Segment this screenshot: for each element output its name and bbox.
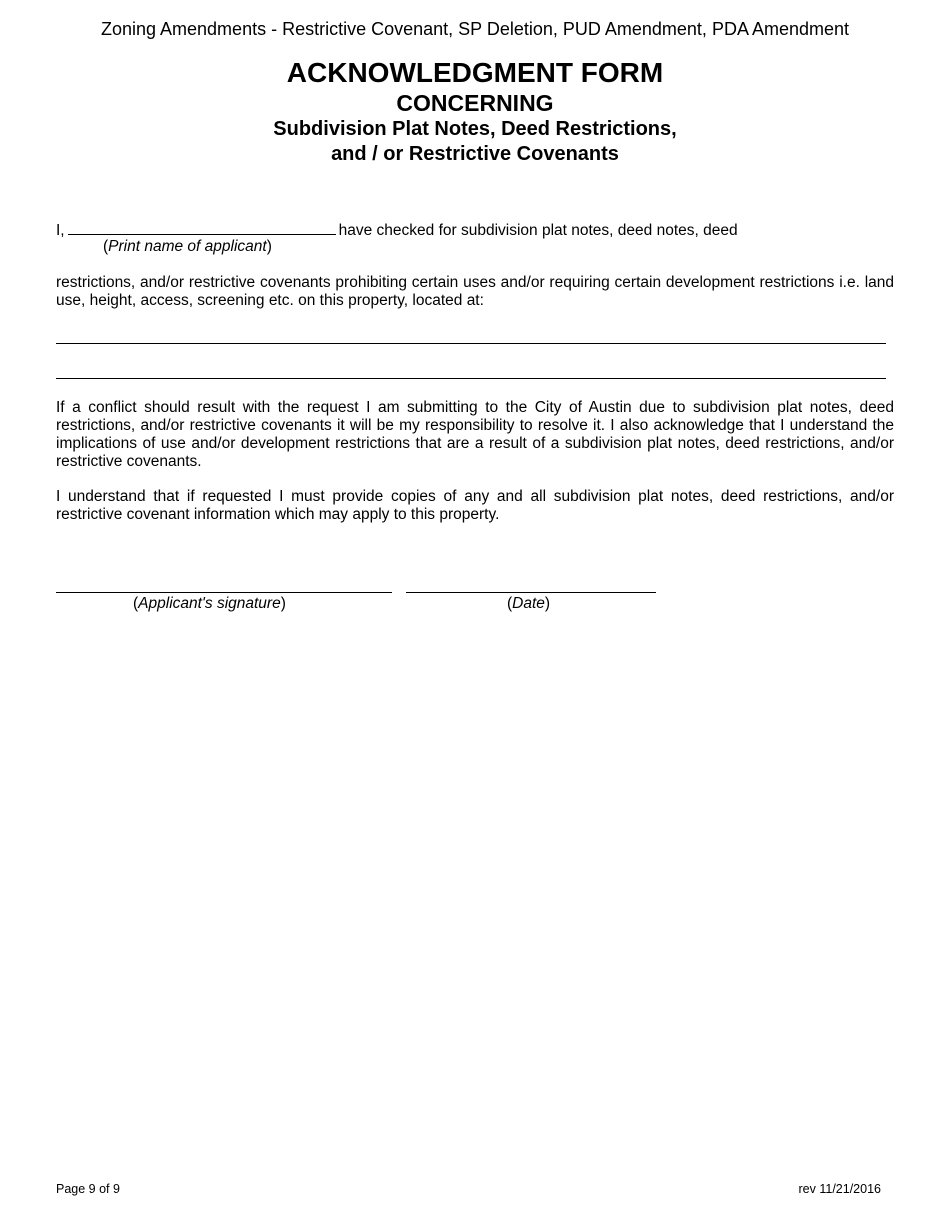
statement-prefix: I,	[56, 222, 65, 239]
form-heading-line-1: Subdivision Plat Notes, Deed Restrictions,	[273, 118, 677, 140]
conflict-paragraph: If a conflict should result with the request I am submitting to the City of Austin due to subdivision plat notes, deed restrictions, and/or restrictive covenants it will be my responsibility to resolve it. I also acknowledge that I understand the implications of use and/or development restrictions that are a result of a subdivision plat notes, deed restrictions, and/or restrictive covenants.	[56, 399, 894, 470]
revision-date: rev 11/21/2016	[798, 1182, 881, 1196]
form-subtitle: CONCERNING	[396, 90, 554, 116]
applicant-statement-line	[56, 220, 738, 240]
statement-continuation: restrictions, and/or restrictive covenants prohibiting certain uses and/or requiring certain development restrictions i.e. land use, height, access, screening etc. on this property, located at:	[56, 274, 894, 309]
date-field[interactable]	[406, 592, 656, 593]
copies-paragraph: I understand that if requested I must provide copies of any and all subdivision plat notes, deed restrictions, and/or restrictive covenant information which may apply to this property.	[56, 488, 894, 523]
page-number: Page 9 of 9	[56, 1182, 120, 1196]
form-heading-line-2: and / or Restrictive Covenants	[331, 143, 619, 165]
applicant-signature-label: (Applicant's signature)	[133, 595, 286, 612]
property-address-line-1[interactable]	[56, 343, 886, 344]
form-title-block	[0, 56, 950, 167]
applicant-name-label: (Print name of applicant)	[103, 238, 272, 255]
applicant-signature-field[interactable]	[56, 592, 392, 593]
property-address-line-2[interactable]	[56, 378, 886, 379]
date-label: (Date)	[507, 595, 551, 612]
page-header: Zoning Amendments - Restrictive Covenant, SP Deletion, PUD Amendment, PDA Amendment	[100, 19, 850, 39]
statement-suffix: have checked for subdivision plat notes, deed notes, deed	[338, 222, 738, 239]
applicant-name-field[interactable]	[68, 220, 336, 235]
form-title: ACKNOWLEDGMENT FORM	[286, 57, 664, 88]
